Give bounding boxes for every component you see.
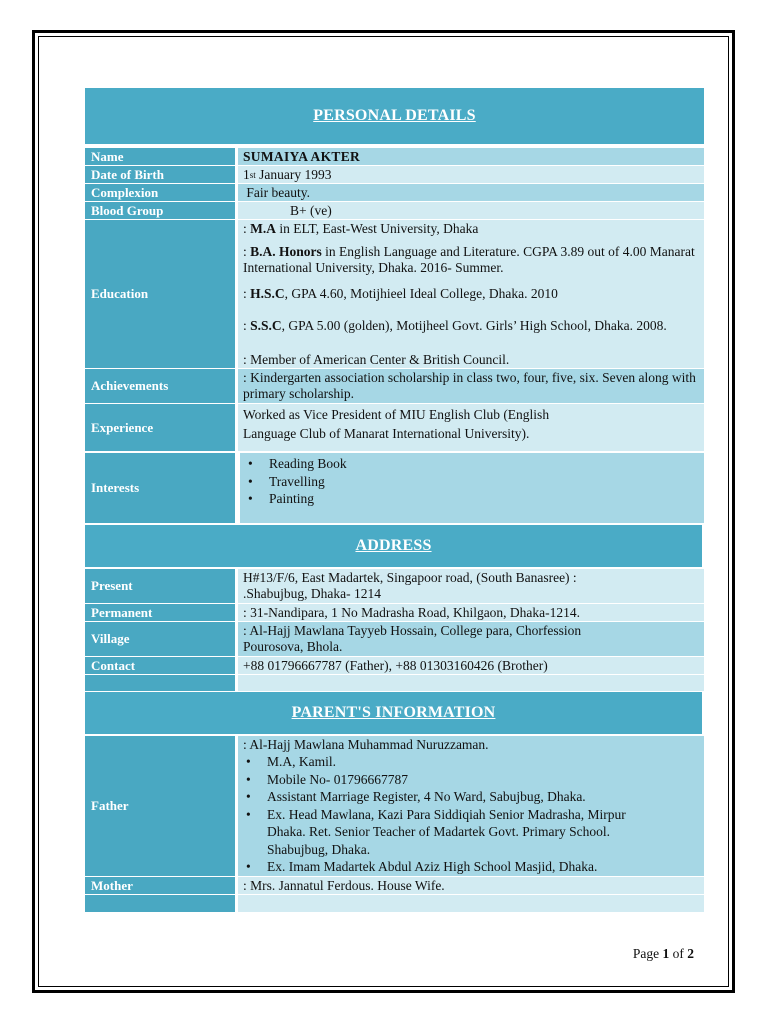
interest-item: • Painting: [245, 490, 704, 508]
label-dob: Date of Birth: [85, 166, 235, 183]
row-mother: [85, 877, 704, 894]
parents-header: [85, 692, 702, 734]
education-item: : S.S.C, GPA 5.00 (golden), Motijheel Govt. Girls’ High School, Dhaka. 2008.: [243, 318, 667, 333]
father-item: • Mobile No- 01796667787: [243, 771, 664, 789]
education-item: : B.A. Honors in English Language and Literature. CGPA 3.89 out of 4.00 Manarat International University, Dhaka. 2016- Summer.: [243, 244, 699, 275]
row-contact: [85, 657, 704, 674]
row-achievements: [85, 369, 704, 403]
value-permanent: : 31-Nandipara, 1 No Madrasha Road, Khilgaon, Dhaka-1214.: [238, 604, 704, 621]
label-father: Father: [85, 736, 235, 876]
parents-title: PARENT'S INFORMATION: [291, 704, 496, 721]
row-father: [85, 736, 704, 876]
row-empty: [85, 675, 704, 691]
label-experience: Experience: [85, 404, 235, 451]
label-education: Education: [85, 220, 235, 368]
interest-item: • Travelling: [245, 473, 704, 491]
father-name: : Al-Hajj Mawlana Muhammad Nuruzzaman.: [243, 737, 489, 752]
label-interests: Interests: [85, 453, 235, 523]
label-name: Name: [85, 148, 235, 165]
row-interests: [85, 453, 704, 523]
label-complexion: Complexion: [85, 184, 235, 201]
row-present: [85, 569, 704, 603]
education-item: : M.A in ELT, East-West University, Dhaka: [243, 221, 479, 236]
value-mother: : Mrs. Jannatul Ferdous. House Wife.: [238, 877, 704, 894]
label-permanent: Permanent: [85, 604, 235, 621]
value-achievements: : Kindergarten association scholarship in class two, four, five, six. Seven along with primary scholarship.: [238, 369, 704, 403]
row-education: [85, 220, 704, 368]
value-education: [238, 220, 704, 368]
row-village: [85, 622, 704, 656]
row-dob: [85, 166, 704, 183]
value-village: : Al-Hajj Mawlana Tayyeb Hossain, College para, Chorfession Pourosova, Bhola.: [238, 622, 704, 656]
father-item: • Ex. Head Mawlana, Kazi Para Siddiqiah Senior Madrasha, Mirpur Dhaka. Ret. Senior Teacher of Madartek Govt. Primary School. Shabujbug, Dhaka.: [243, 806, 664, 859]
page-number: Page 1 of 2: [632, 946, 694, 961]
value-contact: +88 01796667787 (Father), +88 01303160426 (Brother): [238, 657, 704, 674]
father-item: • M.A, Kamil.: [243, 753, 664, 771]
address-header: [85, 525, 702, 567]
personal-details-header: [85, 88, 704, 144]
row-permanent: [85, 604, 704, 621]
value-father: [238, 736, 704, 876]
dob-rest: January 1993: [255, 166, 332, 182]
row-complexion: [85, 184, 704, 201]
value-interests: [238, 453, 704, 523]
personal-details-title: PERSONAL DETAILS: [313, 107, 476, 124]
value-present: H#13/F/6, East Madartek, Singapoor road, (South Banasree) : .Shabujbug, Dhaka- 1214: [238, 569, 704, 603]
address-title: ADDRESS: [355, 537, 432, 554]
row-name: [85, 148, 704, 165]
row-blood-group: [85, 202, 704, 219]
dob-day: 1: [243, 166, 250, 182]
value-complexion: Fair beauty.: [238, 184, 704, 201]
education-item: : Member of American Center & British Council.: [243, 352, 510, 367]
value-dob: 1 st January 1993: [238, 166, 704, 183]
father-item: • Ex. Imam Madartek Abdul Aziz High School Masjid, Dhaka.: [243, 858, 664, 876]
label-present: Present: [85, 569, 235, 603]
value-experience: Worked as Vice President of MIU English Club (English Language Club of Manarat International University).: [238, 404, 704, 451]
label-contact: Contact: [85, 657, 235, 674]
row-experience: [85, 404, 704, 451]
label-village: Village: [85, 622, 235, 656]
value-name: SUMAIYA AKTER: [238, 148, 704, 165]
interest-item: • Reading Book: [245, 455, 704, 473]
education-item: : H.S.C, GPA 4.60, Motijhieel Ideal College, Dhaka. 2010: [243, 286, 558, 301]
value-blood-group: B+ (ve): [238, 202, 704, 219]
row-empty: [85, 895, 704, 912]
father-item: • Assistant Marriage Register, 4 No Ward, Sabujbug, Dhaka.: [243, 788, 664, 806]
label-achievements: Achievements: [85, 369, 235, 403]
label-mother: Mother: [85, 877, 235, 894]
label-blood-group: Blood Group: [85, 202, 235, 219]
